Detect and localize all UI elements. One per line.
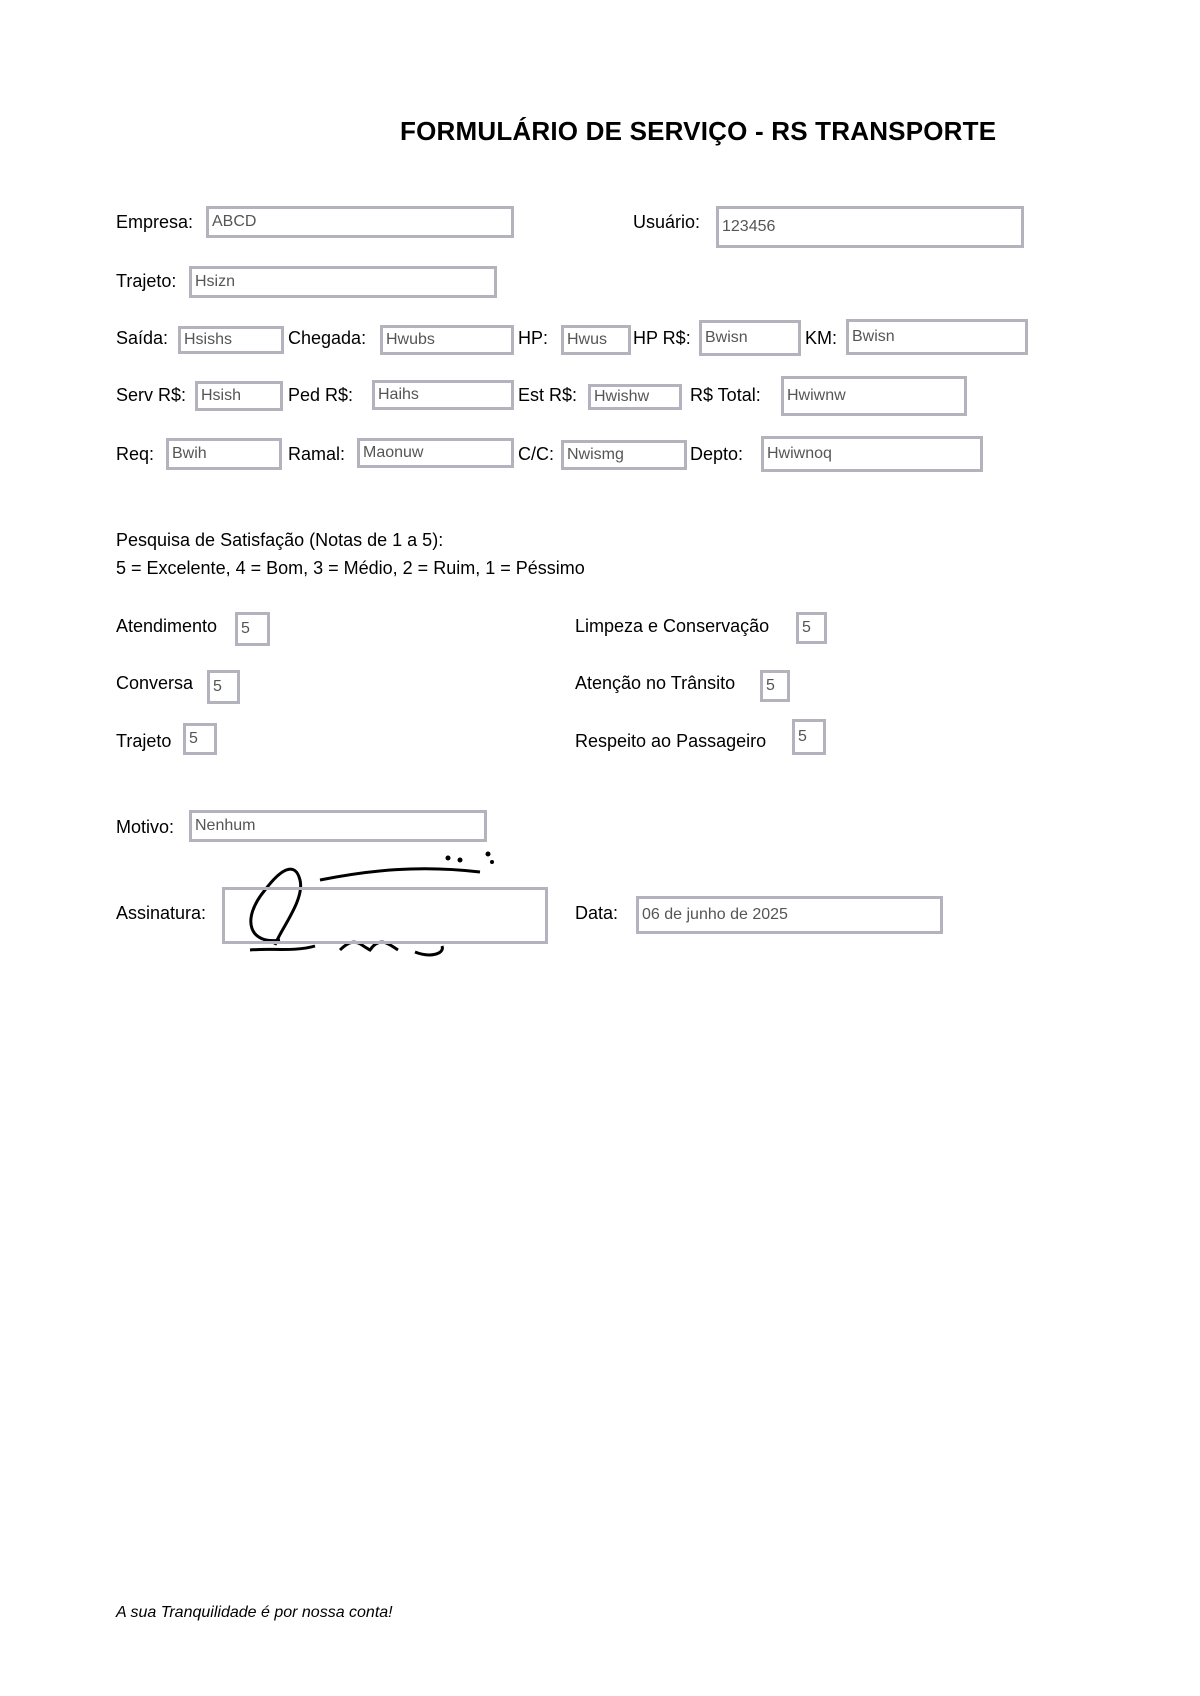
trajeto-survey-field[interactable]: 5 (183, 723, 217, 755)
serv-rs-label: Serv R$: (116, 385, 187, 405)
atencao-field[interactable]: 5 (760, 670, 790, 702)
conversa-label: Conversa (116, 673, 194, 693)
total-rs-label: R$ Total: (690, 385, 761, 405)
total-rs-field[interactable]: Hwiwnw (781, 376, 967, 416)
ped-rs-label: Ped R$: (288, 385, 354, 405)
survey-heading: Pesquisa de Satisfação (Notas de 1 a 5): (116, 530, 444, 550)
serv-rs-field[interactable]: Hsish (195, 381, 283, 411)
usuario-field[interactable]: 123456 (716, 206, 1024, 248)
limpeza-field[interactable]: 5 (796, 612, 827, 644)
motivo-label: Motivo: (116, 817, 175, 837)
empresa-field[interactable]: ABCD (206, 206, 514, 238)
req-field[interactable]: Bwih (166, 438, 282, 470)
est-rs-label: Est R$: (518, 385, 578, 405)
depto-field[interactable]: Hwiwnoq (761, 436, 983, 472)
atendimento-field[interactable]: 5 (235, 612, 270, 646)
req-label: Req: (116, 444, 155, 464)
ramal-label: Ramal: (288, 444, 346, 464)
cc-label: C/C: (518, 444, 554, 464)
conversa-field[interactable]: 5 (207, 670, 240, 704)
est-rs-field[interactable]: Hwishw (588, 384, 682, 410)
trajeto-survey-label: Trajeto (116, 731, 172, 751)
trajeto-field[interactable]: Hsizn (189, 266, 497, 298)
atencao-label: Atenção no Trânsito (575, 673, 736, 693)
motivo-field[interactable]: Nenhum (189, 810, 487, 842)
ramal-field[interactable]: Maonuw (357, 438, 514, 468)
hp-field[interactable]: Hwus (561, 325, 631, 355)
chegada-label: Chegada: (288, 328, 367, 348)
hp-label: HP: (518, 328, 549, 348)
assinatura-field[interactable] (222, 887, 548, 944)
depto-label: Depto: (690, 444, 744, 464)
hp-rs-label: HP R$: (633, 328, 691, 348)
empresa-label: Empresa: (116, 212, 194, 232)
km-label: KM: (805, 328, 838, 348)
footer-slogan: A sua Tranquilidade é por nossa conta! (116, 1604, 393, 1621)
respeito-field[interactable]: 5 (792, 719, 826, 755)
data-field[interactable]: 06 de junho de 2025 (636, 896, 943, 934)
cc-field[interactable]: Nwismg (561, 440, 687, 470)
page-title: FORMULÁRIO DE SERVIÇO - RS TRANSPORTE (400, 116, 997, 146)
respeito-label: Respeito ao Passageiro (575, 731, 767, 751)
trajeto-label: Trajeto: (116, 271, 177, 291)
saida-label: Saída: (116, 328, 169, 348)
data-label: Data: (575, 903, 619, 923)
hp-rs-field[interactable]: Bwisn (699, 320, 801, 356)
survey-scale: 5 = Excelente, 4 = Bom, 3 = Médio, 2 = Ruim, 1 = Péssimo (116, 558, 585, 578)
ped-rs-field[interactable]: Haihs (372, 380, 514, 410)
atendimento-label: Atendimento (116, 616, 218, 636)
km-field[interactable]: Bwisn (846, 319, 1028, 355)
limpeza-label: Limpeza e Conservação (575, 616, 770, 636)
chegada-field[interactable]: Hwubs (380, 325, 514, 355)
saida-field[interactable]: Hsishs (178, 326, 284, 354)
assinatura-label: Assinatura: (116, 903, 207, 923)
usuario-label: Usuário: (633, 212, 701, 232)
